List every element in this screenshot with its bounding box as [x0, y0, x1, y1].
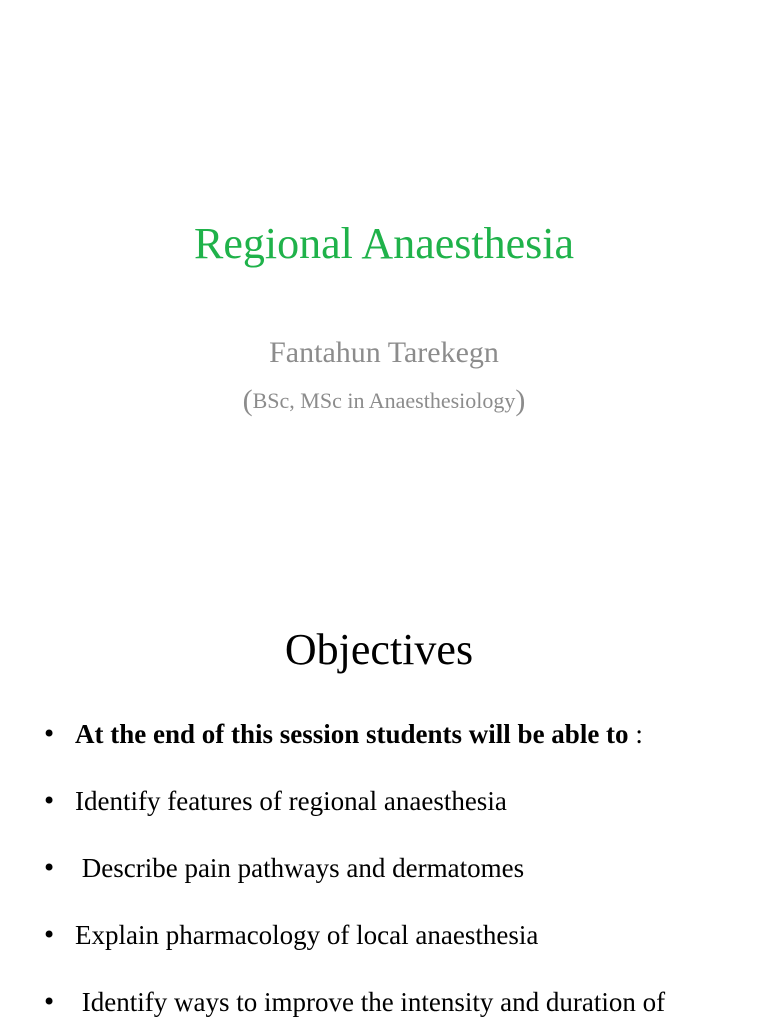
bullet-text: Identify ways to improve the intensity and duration of	[75, 987, 666, 1017]
objectives-title: Objectives	[284, 625, 474, 674]
bullet-icon: •	[42, 854, 57, 882]
close-paren: )	[515, 384, 526, 417]
author-name: Fantahun Tarekegn	[269, 336, 499, 369]
author-credentials	[0, 384, 768, 418]
objectives-slide	[0, 576, 768, 1024]
open-paren: (	[242, 384, 253, 417]
bullet-trailing-text: :	[628, 719, 643, 749]
bullet-icon: •	[42, 787, 57, 815]
bullet-icon: •	[42, 988, 57, 1016]
bullet-icon: •	[42, 921, 57, 949]
bullet-text: Identify features of regional anaesthesia	[75, 786, 507, 816]
bullet-text	[75, 717, 643, 751]
bullet-strong-text: At the end of this session students will be able to	[75, 719, 629, 749]
bullet-icon: •	[42, 720, 57, 748]
bullet-text: Describe pain pathways and dermatomes	[75, 853, 525, 883]
credentials-text: BSc, MSc in Anaesthesiology	[252, 388, 516, 413]
slide-title: Regional Anaesthesia	[193, 219, 574, 268]
bullet-text: Explain pharmacology of local anaesthesia	[75, 920, 539, 950]
